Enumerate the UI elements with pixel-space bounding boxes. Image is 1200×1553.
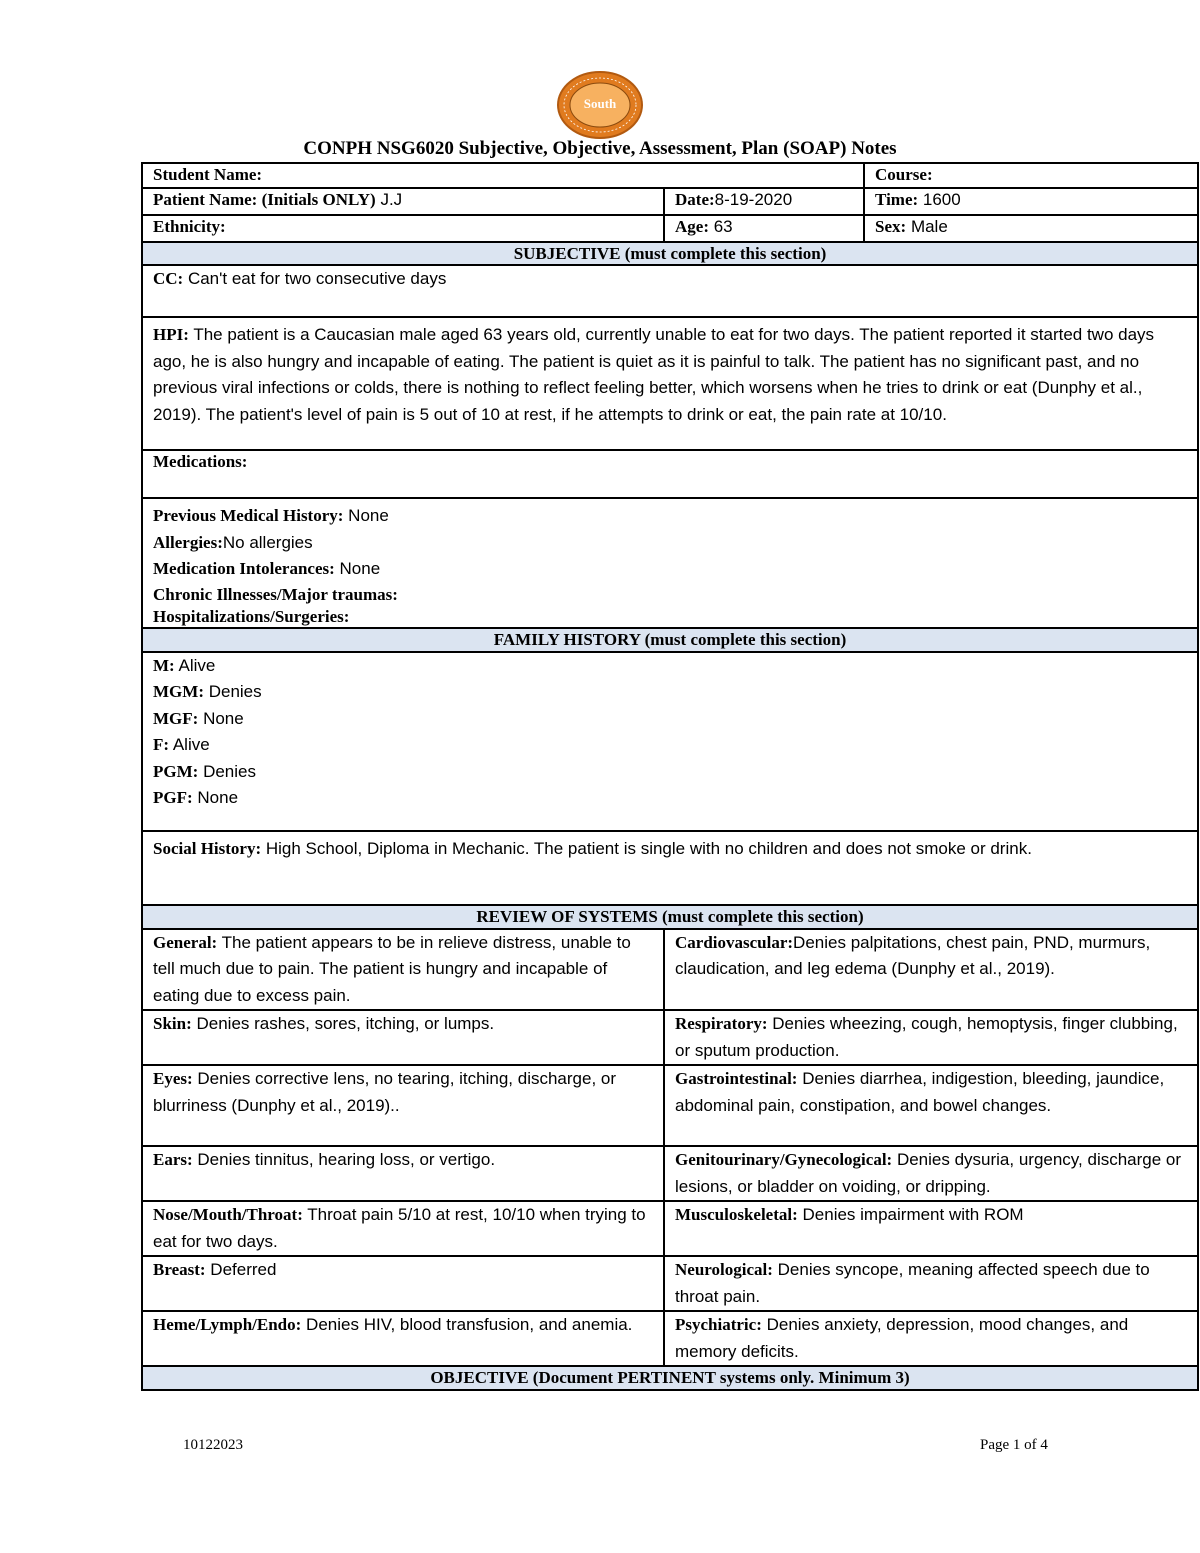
student-name-cell[interactable] <box>142 163 864 188</box>
intolerances-line <box>153 556 1187 583</box>
ros-header: REVIEW OF SYSTEMS (must complete this section) <box>142 905 1198 929</box>
college-logo <box>556 70 644 140</box>
document-title: CONPH NSG6020 Subjective, Objective, Assessment, Plan (SOAP) Notes <box>303 138 897 159</box>
family-item-label: PGF: <box>153 788 193 807</box>
date-label: Date: <box>675 190 715 209</box>
hospitalizations-label: Hospitalizations/Surgeries: <box>153 606 350 626</box>
sex-value: Male <box>910 217 948 236</box>
hpi-cell[interactable] <box>142 317 1198 450</box>
ros-left-cell[interactable] <box>142 929 664 1011</box>
ros-label: General: <box>153 932 218 952</box>
cc-label: CC: <box>153 269 184 288</box>
ros-label: Musculoskeletal: <box>675 1205 798 1224</box>
course-label: Course: <box>875 165 933 184</box>
subjective-header: SUBJECTIVE (must complete this section) <box>142 242 1198 265</box>
ros-label: Breast: <box>153 1260 206 1279</box>
family-item-label: M: <box>153 655 175 675</box>
ros-left-cell[interactable] <box>142 1065 664 1146</box>
family-item-value: Denies <box>208 682 262 701</box>
medications-label: Medications: <box>153 452 248 471</box>
patient-name-cell[interactable] <box>142 188 664 215</box>
ros-label: Respiratory: <box>675 1014 768 1033</box>
ros-value: Denies syncope, meaning affected speech due to throat pain. <box>675 1260 1150 1306</box>
family-item <box>153 732 1187 759</box>
family-item-label: F: <box>153 735 170 754</box>
medications-cell[interactable] <box>142 450 1198 498</box>
family-item <box>153 785 1187 812</box>
ros-right-cell[interactable] <box>664 1146 1198 1201</box>
ros-value: The patient appears to be in relieve distress, unable to tell much due to pain. The patient is hungry and incapable of eating due to excess pain. <box>153 932 631 1005</box>
student-name-label: Student Name: <box>153 165 263 184</box>
family-history-header: FAMILY HISTORY (must complete this section) <box>142 628 1198 652</box>
age-label: Age: <box>675 217 709 236</box>
family-item <box>153 653 1187 680</box>
ros-value: Denies diarrhea, indigestion, bleeding, jaundice, abdominal pain, constipation, and bowel changes. <box>675 1069 1165 1115</box>
ros-label: Neurological: <box>675 1260 773 1279</box>
ros-left-cell[interactable] <box>142 1146 664 1201</box>
family-history-cell[interactable] <box>142 652 1198 831</box>
history-cell[interactable] <box>142 498 1198 628</box>
pmh-value: None <box>348 506 389 525</box>
ros-label: Cardiovascular: <box>675 932 794 952</box>
patient-row <box>142 188 1198 215</box>
allergies-value: No allergies <box>222 532 313 552</box>
hpi-value: The patient is a Caucasian male aged 63 years old, currently unable to eat for two days. The patient reported it started two days ago, he is also hungry and incapable of eating. The patient is quiet as it is painful to talk. The patient has no significant past, and no previous viral infections or colds, there is nothing to reflect feeling better, which worsens when he tries to drink or eat (Dunphy et al., 2019). The patient's level of pain is 5 out of 10 at rest, if he attempts to drink or eat, the pain rate at 10/10. <box>153 325 1155 424</box>
ros-value: Denies anxiety, depression, mood changes, and memory deficits. <box>675 1315 1129 1361</box>
ros-value: Denies impairment with ROM <box>802 1205 1024 1224</box>
hpi-label: HPI: <box>153 325 189 344</box>
ros-right-cell[interactable] <box>664 1201 1198 1256</box>
social-history-label: Social History: <box>153 838 262 858</box>
ros-label: Eyes: <box>153 1069 193 1088</box>
ros-value: Denies palpitations, chest pain, PND, murmurs, claudication, and leg edema (Dunphy et al., 2019). <box>675 932 1151 978</box>
chronic-label: Chronic Illnesses/Major traumas: <box>153 584 398 604</box>
ros-label: Gastrointestinal: <box>675 1069 798 1088</box>
pmh-line <box>153 503 1187 530</box>
cc-value: Can't eat for two consecutive days <box>187 269 447 288</box>
ros-right-cell[interactable] <box>664 1256 1198 1311</box>
ros-value: Denies wheezing, cough, hemoptysis, finger clubbing, or sputum production. <box>675 1014 1178 1060</box>
ros-label: Skin: <box>153 1014 192 1033</box>
family-item-value: Alive <box>172 735 210 754</box>
ros-row <box>142 1201 1198 1256</box>
intolerances-value: None <box>339 559 381 578</box>
family-item <box>153 759 1187 786</box>
ros-right-cell[interactable] <box>664 1010 1198 1065</box>
student-row <box>142 163 1198 188</box>
ros-row <box>142 929 1198 1011</box>
hospitalizations-line <box>153 606 1187 627</box>
family-item <box>153 679 1187 706</box>
patient-name-label: Patient Name: (Initials ONLY) <box>153 190 376 209</box>
time-value: 1600 <box>922 190 961 209</box>
family-item-value: None <box>197 788 239 807</box>
ros-row <box>142 1065 1198 1146</box>
date-cell[interactable] <box>664 188 864 215</box>
ros-row <box>142 1010 1198 1065</box>
social-history-cell[interactable] <box>142 831 1198 905</box>
ros-row <box>142 1146 1198 1201</box>
family-item-label: MGM: <box>153 682 204 701</box>
family-item-value: Alive <box>178 655 216 675</box>
footer-code: 10122023 <box>183 1437 243 1453</box>
page-number: Page 1 of 4 <box>980 1437 1048 1453</box>
ros-left-cell[interactable] <box>142 1311 664 1366</box>
ros-value: Denies rashes, sores, itching, or lumps. <box>196 1014 495 1033</box>
ros-label: Nose/Mouth/Throat: <box>153 1205 303 1224</box>
ros-label: Heme/Lymph/Endo: <box>153 1315 302 1334</box>
sex-cell[interactable] <box>864 215 1198 242</box>
objective-header: OBJECTIVE (Document PERTINENT systems only. Minimum 3) <box>142 1366 1198 1390</box>
time-cell[interactable] <box>864 188 1198 215</box>
social-history-value: High School, Diploma in Mechanic. The patient is single with no children and does not smoke or drink. <box>265 838 1032 858</box>
allergies-line <box>153 530 1187 557</box>
ros-left-cell[interactable] <box>142 1010 664 1065</box>
ros-value: Deferred <box>210 1260 277 1279</box>
family-item-label: MGF: <box>153 708 199 728</box>
allergies-label: Allergies: <box>153 532 223 552</box>
ros-value: Denies tinnitus, hearing loss, or vertigo. <box>197 1150 496 1169</box>
ros-row <box>142 1311 1198 1366</box>
ethnicity-label: Ethnicity: <box>153 217 226 236</box>
family-item-value: None <box>203 708 244 728</box>
patient-name-value: J.J <box>380 190 403 209</box>
ros-right-cell[interactable] <box>664 1065 1198 1146</box>
logo-text: South <box>583 96 617 111</box>
ros-value: Denies HIV, blood transfusion, and anemia. <box>306 1315 633 1334</box>
ros-value: Throat pain 5/10 at rest, 10/10 when trying to eat for two days. <box>153 1205 646 1251</box>
ros-value: Denies corrective lens, no tearing, itching, discharge, or blurriness (Dunphy et al., 2019).. <box>153 1069 617 1115</box>
date-value: 8-19-2020 <box>714 190 793 209</box>
intolerances-label: Medication Intolerances: <box>153 559 335 578</box>
ethnicity-cell[interactable] <box>142 215 664 242</box>
ros-left-cell[interactable] <box>142 1256 664 1311</box>
pmh-label: Previous Medical History: <box>153 506 344 525</box>
family-item-value: Denies <box>203 761 256 781</box>
ros-row <box>142 1256 1198 1311</box>
time-label: Time: <box>875 190 919 209</box>
course-cell[interactable] <box>864 163 1198 188</box>
ros-left-cell[interactable] <box>142 1201 664 1256</box>
sex-label: Sex: <box>875 217 907 236</box>
soap-form <box>141 162 1199 1391</box>
ros-right-cell[interactable] <box>664 929 1198 1011</box>
ros-label: Ears: <box>153 1150 193 1169</box>
family-item-label: PGM: <box>153 761 199 781</box>
ros-value: Denies dysuria, urgency, discharge or lesions, or bladder on voiding, or dripping. <box>675 1150 1182 1196</box>
age-value: 63 <box>713 217 733 236</box>
ros-label: Genitourinary/Gynecological: <box>675 1150 893 1169</box>
age-cell[interactable] <box>664 215 864 242</box>
family-item <box>153 706 1187 733</box>
ros-right-cell[interactable] <box>664 1311 1198 1366</box>
chronic-line <box>153 583 1187 606</box>
cc-cell[interactable] <box>142 265 1198 317</box>
ethnicity-row <box>142 215 1198 242</box>
ros-label: Psychiatric: <box>675 1315 762 1334</box>
